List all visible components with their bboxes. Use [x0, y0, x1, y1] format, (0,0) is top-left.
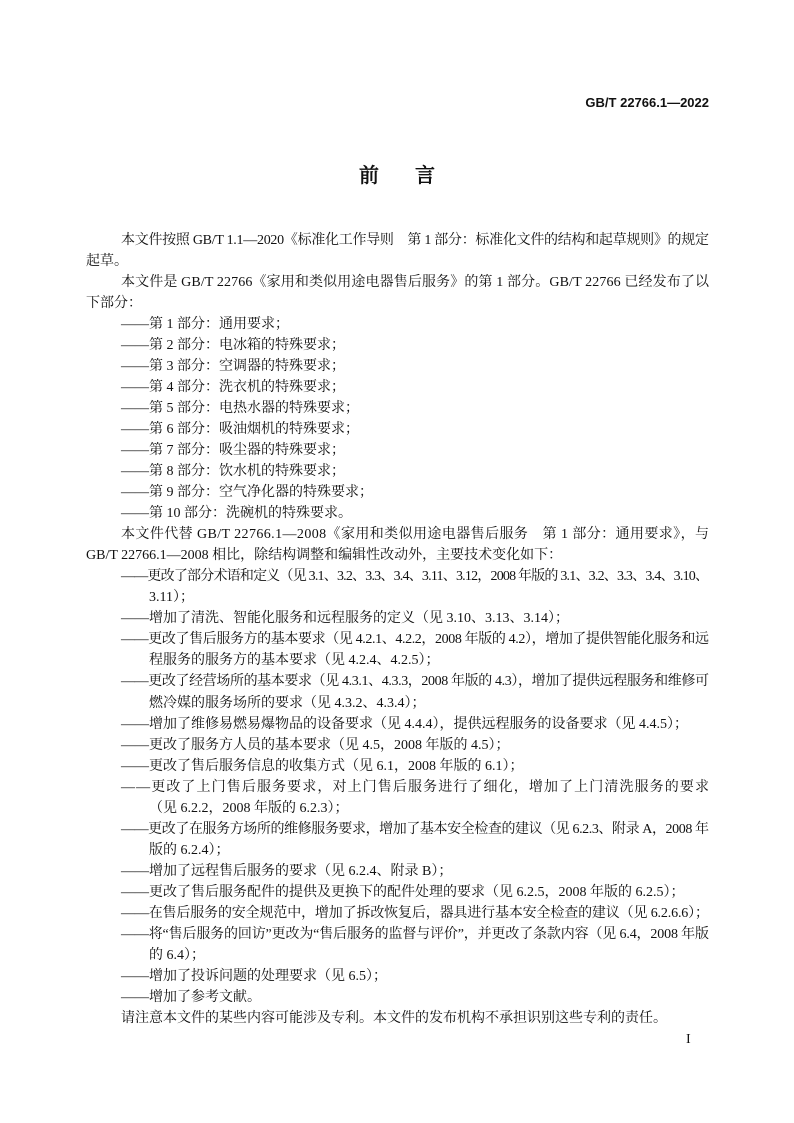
- line-text: 本文件代替 GB/T 22766.1—2008《家用和类似用途电器售后服务 第 1 部分：通用要求》，与: [121, 527, 710, 543]
- line-text: 请注意本文件的某些内容可能涉及专利。本文件的发布机构不承担识别这些专利的责任。: [121, 1011, 667, 1027]
- line-text: 的 6.4）；: [149, 948, 205, 964]
- change-item: [86, 987, 709, 1008]
- list-item-text: ——第 1 部分：通用要求；: [121, 316, 289, 332]
- line-text: 本文件是 GB/T 22766《家用和类似用途电器售后服务》的第 1 部分。GB/T 22766 已经发布了以: [121, 274, 710, 290]
- list-item: [86, 440, 709, 461]
- list-item-line: [86, 945, 709, 966]
- line-text: ——更改了售后服务方的基本要求（见 4.2.1、4.2.2，2008 年版的 4.2），增加了提供智能化服务和远: [121, 632, 709, 648]
- technical-changes-list: [86, 566, 709, 1008]
- paragraph-line: [86, 524, 709, 545]
- change-item: [86, 861, 709, 882]
- list-item-line: [86, 861, 709, 882]
- list-item-text: ——第 10 部分：洗碗机的特殊要求。: [121, 506, 352, 522]
- list-item-line: [86, 903, 709, 924]
- list-item: [86, 335, 709, 356]
- page-number: I: [686, 1032, 691, 1047]
- line-text: ——增加了维修易燃易爆物品的设备要求（见 4.4.4），提供远程服务的设备要求（见 4.4.5）；: [121, 716, 688, 732]
- line-text: ——更改了售后服务信息的收集方式（见 6.1，2008 年版的 6.1）；: [121, 758, 524, 774]
- paragraph-drafting-rules: [86, 230, 709, 272]
- line-text: ——增加了投诉问题的处理要求（见 6.5）；: [121, 969, 387, 985]
- paragraph-patent-notice: [86, 1008, 709, 1029]
- list-item-line: [86, 777, 709, 798]
- change-item: [86, 777, 709, 819]
- line-text: ——更改了经营场所的基本要求（见 4.3.1、4.3.3，2008 年版的 4.3），增加了提供远程服务和维修可: [121, 674, 709, 690]
- list-item: [86, 314, 709, 335]
- paragraph-line: [86, 545, 709, 566]
- list-item-line: [86, 735, 709, 756]
- line-text: 燃冷媒的服务场所的要求（见 4.3.2、4.3.4）；: [149, 695, 426, 711]
- list-item-text: ——第 3 部分：空调器的特殊要求；: [121, 358, 345, 374]
- list-item-line: [86, 629, 709, 650]
- change-item: [86, 671, 709, 713]
- line-text: 起草。: [86, 253, 128, 269]
- line-text: 3.11）；: [149, 590, 194, 606]
- list-item-line: [86, 671, 709, 692]
- list-item-text: ——第 8 部分：饮水机的特殊要求；: [121, 464, 345, 480]
- list-item: [86, 419, 709, 440]
- published-parts-list: [86, 314, 709, 524]
- line-text: ——增加了清洗、智能化服务和远程服务的定义（见 3.10、3.13、3.14）；: [121, 611, 569, 627]
- standard-number-header: GB/T 22766.1—2022: [585, 95, 709, 110]
- list-item-text: ——第 7 部分：吸尘器的特殊要求；: [121, 442, 345, 458]
- foreword-body: [86, 230, 709, 1030]
- line-text: ——在售后服务的安全规范中，增加了拆改恢复后，器具进行基本安全检查的建议（见 6.2.6.6）；: [121, 906, 709, 921]
- line-text: 版的 6.2.4）；: [149, 842, 230, 858]
- list-item-text: ——第 2 部分：电冰箱的特殊要求；: [121, 337, 345, 353]
- list-item-line: [86, 650, 709, 671]
- line-text: ——更改了部分术语和定义（见 3.1、3.2、3.3、3.4、3.11、3.12，2008 年版的 3.1、3.2、3.3、3.4、3.10、: [121, 569, 709, 585]
- line-text: 本文件按照 GB/T 1.1—2020《标准化工作导则 第 1 部分：标准化文件的结构和起草规则》的规定: [121, 232, 709, 248]
- line-text: ——更改了上门售后服务要求，对上门售后服务进行了细化，增加了上门清洗服务的要求: [121, 779, 711, 795]
- change-item: [86, 882, 709, 903]
- list-item: [86, 377, 709, 398]
- list-item: [86, 503, 709, 524]
- list-item-line: [86, 608, 709, 629]
- list-item-text: ——第 9 部分：空气净化器的特殊要求；: [121, 485, 373, 501]
- page-title: 前 言: [359, 165, 443, 187]
- line-text: ——更改了售后服务配件的提供及更换下的配件处理的要求（见 6.2.5，2008 年版的 6.2.5）；: [121, 884, 685, 900]
- line-text: （见 6.2.2，2008 年版的 6.2.3）；: [149, 800, 349, 816]
- list-item-line: [86, 924, 709, 945]
- change-item: [86, 566, 709, 608]
- list-item-line: [86, 840, 709, 861]
- change-item: [86, 819, 709, 861]
- line-text: ——更改了在服务方场所的维修服务要求，增加了基本安全检查的建议（见 6.2.3、附录 A，2008 年: [121, 821, 709, 837]
- line-text: GB/T 22766.1—2008 相比，除结构调整和编辑性改动外，主要技术变化如下：: [86, 548, 563, 564]
- list-item-text: ——第 6 部分：吸油烟机的特殊要求；: [121, 421, 359, 437]
- line-text: 下部分：: [86, 295, 142, 311]
- list-item-line: [86, 882, 709, 903]
- line-text: ——将“售后服务的回访”更改为“售后服务的监督与评价”，并更改了条款内容（见 6.4，2008 年版: [121, 927, 709, 943]
- list-item: [86, 356, 709, 377]
- list-item-line: [86, 587, 709, 608]
- list-item-line: [86, 987, 709, 1008]
- line-text: ——增加了远程售后服务的要求（见 6.2.4、附录 B）；: [121, 863, 453, 879]
- list-item: [86, 461, 709, 482]
- line-text: ——增加了参考文献。: [121, 990, 261, 1006]
- change-item: [86, 629, 709, 671]
- list-item-line: [86, 693, 709, 714]
- list-item: [86, 398, 709, 419]
- list-item-line: [86, 966, 709, 987]
- list-item-line: [86, 819, 709, 840]
- change-item: [86, 735, 709, 756]
- change-item: [86, 903, 709, 924]
- paragraph-line: [86, 230, 709, 251]
- paragraph-line: [86, 293, 709, 314]
- change-item: [86, 756, 709, 777]
- list-item-text: ——第 5 部分：电热水器的特殊要求；: [121, 400, 359, 416]
- list-item-line: [86, 798, 709, 819]
- list-item-line: [86, 566, 709, 587]
- line-text: ——更改了服务方人员的基本要求（见 4.5，2008 年版的 4.5）；: [121, 737, 510, 753]
- change-item: [86, 608, 709, 629]
- list-item-text: ——第 4 部分：洗衣机的特殊要求；: [121, 379, 345, 395]
- change-item: [86, 924, 709, 966]
- change-item: [86, 714, 709, 735]
- list-item-line: [86, 714, 709, 735]
- change-item: [86, 966, 709, 987]
- paragraph-replacement: [86, 524, 709, 566]
- list-item-line: [86, 756, 709, 777]
- paragraph-line: [86, 272, 709, 293]
- list-item: [86, 482, 709, 503]
- line-text: 程服务的服务方的基本要求（见 4.2.4、4.2.5）；: [149, 653, 440, 669]
- paragraph-line: [86, 1008, 709, 1029]
- paragraph-series-description: [86, 272, 709, 314]
- paragraph-line: [86, 251, 709, 272]
